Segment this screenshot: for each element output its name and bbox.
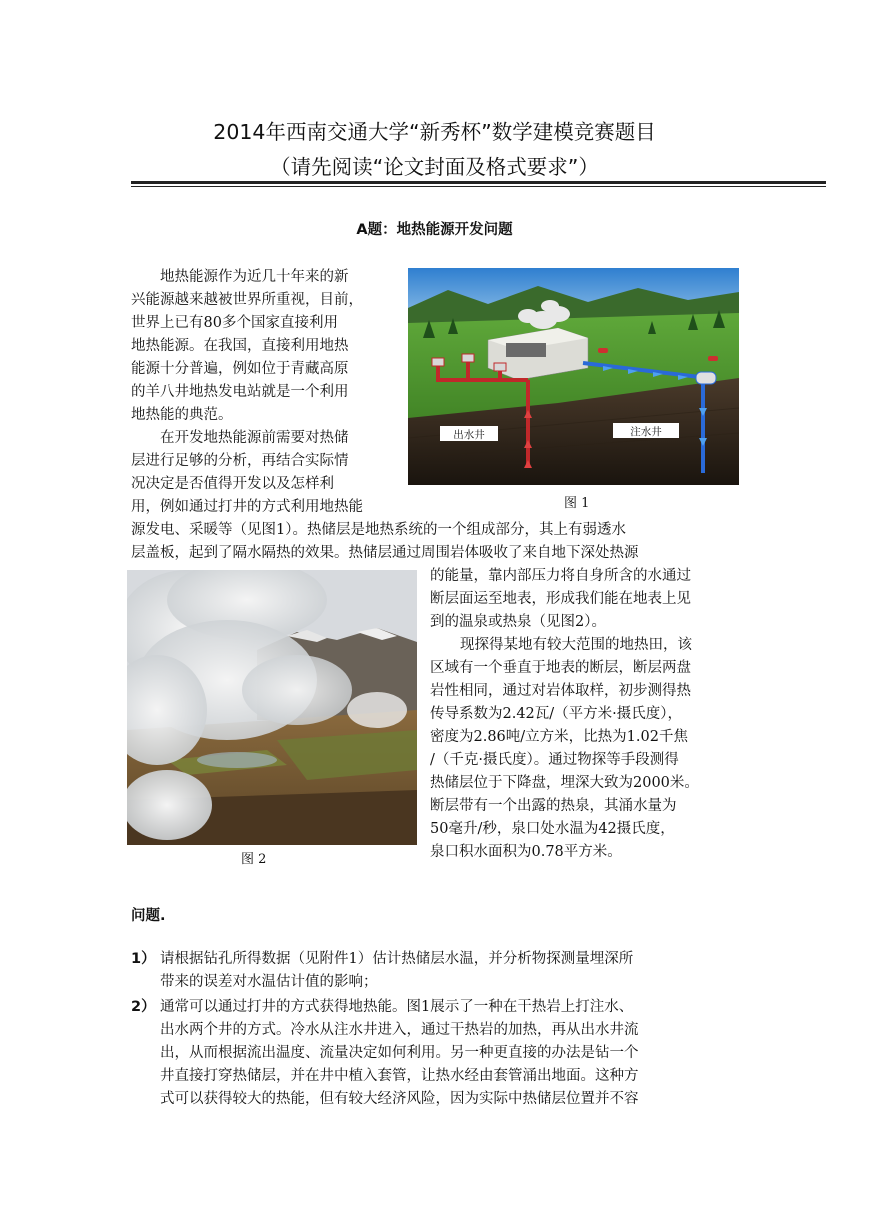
- body-line: 到的温泉或热泉（见图2）。: [430, 614, 606, 630]
- question-line: 出水两个井的方式。冷水从注水井进入，通过干热岩的加热，再从出水井流: [160, 1022, 639, 1038]
- figure-2-caption: 图 2: [241, 852, 267, 867]
- page-subtitle: （请先阅读“论文封面及格式要求”）: [270, 155, 599, 179]
- body-line: 世界上已有80多个国家直接利用: [131, 315, 338, 331]
- question-number: 2）: [131, 999, 156, 1015]
- body-line: 断层带有一个出露的热泉，其涌水量为: [430, 798, 677, 814]
- question-line: 请根据钻孔所得数据（见附件1）估计热储层水温，并分析物探测量埋深所: [160, 951, 634, 967]
- questions-heading: 问题.: [131, 908, 166, 924]
- body-line: 在开发地热能源前需要对热储: [160, 430, 349, 446]
- header-divider-thin: [131, 186, 826, 187]
- body-line: 泉口积水面积为0.78平方米。: [430, 844, 622, 860]
- body-line: 的能量，靠内部压力将自身所含的水通过: [430, 568, 691, 584]
- body-line: 况决定是否值得开发以及怎样利: [131, 476, 334, 492]
- body-line: 层进行足够的分析，再结合实际情: [131, 453, 349, 469]
- body-line: /（千克·摄氏度）。通过物探等手段测得: [430, 752, 679, 768]
- body-line: 用，例如通过打井的方式利用地热能: [131, 499, 363, 515]
- body-line: 密度为2.86吨/立方米，比热为1.02千焦: [430, 729, 688, 745]
- body-line: 断层面运至地表，形成我们能在地表上见: [430, 591, 691, 607]
- body-line: 区域有一个垂直于地表的断层，断层两盘: [430, 660, 691, 676]
- header-divider: [131, 181, 826, 184]
- body-line: 传导系数为2.42瓦/（平方米·摄氏度），: [430, 706, 683, 722]
- body-line: 能源十分普遍，例如位于青藏高原: [131, 361, 349, 377]
- page-title: 2014年西南交通大学“新秀杯”数学建模竞赛题目: [213, 120, 656, 144]
- body-line: 岩性相同，通过对岩体取样，初步测得热: [430, 683, 691, 699]
- question-line: 出，从而根据流出温度、流量决定如何利用。另一种更直接的办法是钻一个: [160, 1045, 639, 1061]
- figure-1-geothermal-diagram: [408, 268, 739, 485]
- body-line: 50毫升/秒，泉口处水温为42摄氏度，: [430, 821, 675, 837]
- figure-2-hot-spring-photo: [127, 570, 417, 845]
- question-number: 1）: [131, 951, 156, 967]
- body-line: 现探得某地有较大范围的地热田，该: [460, 637, 692, 653]
- body-line: 的羊八井地热发电站就是一个利用: [131, 384, 349, 400]
- question-line: 带来的误差对水温估计值的影响；: [160, 974, 378, 990]
- question-line: 通常可以通过打井的方式获得地热能。图1展示了一种在干热岩上打注水、: [160, 999, 634, 1015]
- body-line: 地热能源作为近几十年来的新: [160, 269, 349, 285]
- body-line: 热储层位于下降盘，埋深大致为2000米。: [430, 775, 699, 791]
- figure-1-label-inlet: 注水井: [630, 426, 662, 438]
- body-line: 兴能源越来越被世界所重视，目前，: [131, 292, 363, 308]
- question-line: 井直接打穿热储层，并在井中植入套管，让热水经由套管涌出地面。这种方: [160, 1068, 639, 1084]
- question-line: 式可以获得较大的热能，但有较大经济风险，因为实际中热储层位置并不容: [160, 1091, 639, 1107]
- figure-1-label-outlet: 出水井: [453, 429, 485, 441]
- body-line: 源发电、采暖等（见图1）。热储层是地热系统的一个组成部分，其上有弱透水: [131, 522, 626, 538]
- body-line: 地热能源。在我国，直接利用地热: [131, 338, 349, 354]
- figure-1-caption: 图 1: [564, 496, 590, 511]
- body-line: 层盖板，起到了隔水隔热的效果。热储层通过周围岩体吸收了来自地下深处热源: [131, 545, 639, 561]
- body-line: 地热能的典范。: [131, 407, 233, 423]
- problem-title: A题：地热能源开发问题: [356, 222, 513, 238]
